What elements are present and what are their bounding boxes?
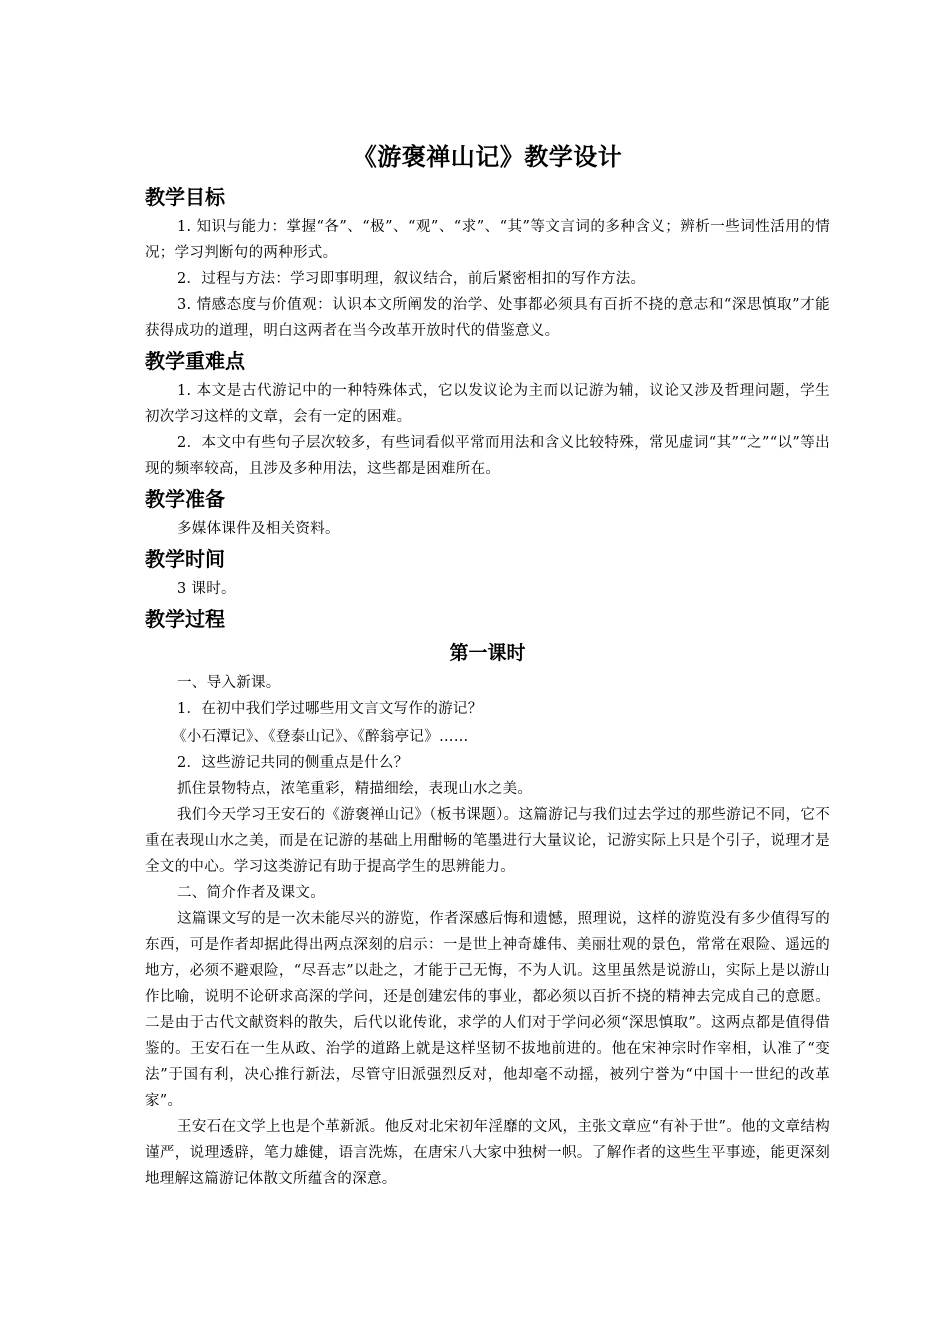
process-paragraph: 王安石在文学上也是个革新派。他反对北宋初年淫靡的文风，主张文章应“有补于世”。他的文章结构谨严，说理透辟，笔力雄健，语言洗炼，在唐宋八大家中独树一帜。了解作者的这些生平事迹，能更深刻地理解这篇游记体散文所蕴含的深意。 xyxy=(145,1119,830,1187)
preparation-text: 多媒体课件及相关资料。 xyxy=(177,521,340,537)
lesson-title: 第一课时 xyxy=(449,642,526,664)
process-paragraph: 一、导入新课。 xyxy=(177,675,281,691)
difficulty-item-2: 2．本文中有些句子层次较多，有些词看似平常而用法和含义比较特殊，常见虚词“其”“之”“以”等出现的频率较高，且涉及多种用法，这些都是困难所在。 xyxy=(145,435,830,477)
section-heading-difficulties: 教学重难点 xyxy=(145,349,245,373)
process-paragraph: 抓住景物特点，浓笔重彩，精描细绘，表现山水之美。 xyxy=(177,781,533,797)
document-page xyxy=(145,140,830,1192)
difficulty-item-1: 1. 本文是古代游记中的一种特殊体式，它以发议论为主而以记游为辅，议论又涉及哲理问题，学生初次学习这样的文章，会有一定的困难。 xyxy=(145,383,830,425)
document-title: 《游褒禅山记》教学设计 xyxy=(352,143,623,171)
process-paragraph: 1．在初中我们学过哪些用文言文写作的游记？ xyxy=(177,701,483,717)
time-text: 3 课时。 xyxy=(177,581,236,597)
process-paragraph: 《小石潭记》、《登泰山记》、《醉翁亭记》…… xyxy=(172,729,469,745)
process-paragraph: 这篇课文写的是一次未能尽兴的游览，作者深感后悔和遗憾，照理说，这样的游览没有多少值得写的东西，可是作者却据此得出两点深刻的启示：一是世上神奇雄伟、美丽壮观的景色，常常在艰险、遥远的地方，必须不避艰险，“尽吾志”以赴之，才能于己无悔，不为人讥。这里虽然是说游山，实际上是以游山作比喻，说明不论研求高深的学问，还是创建宏伟的事业，都必须以百折不挠的精神去完成自己的意愿。二是由于古代文献资料的散失，后代以讹传讹，求学的人们对于学问必须“深思慎取”。这两点都是值得借鉴的。王安石在一生从政、治学的道路上就是这样坚韧不拔地前进的。他在宋神宗时作宰相，认准了“变法”于国有利，决心推行新法，尽管守旧派强烈反对，他却毫不动摇，被列宁誉为“中国十一世纪的改革家”。 xyxy=(145,911,830,1109)
process-paragraph: 我们今天学习王安石的《游褒禅山记》（板书课题）。这篇游记与我们过去学过的那些游记不同，它不重在表现山水之美，而是在记游的基础上用酣畅的笔墨进行大量议论，记游实际上只是个引子，说理才是全文的中心。学习这类游记有助于提高学生的思辨能力。 xyxy=(145,807,830,875)
section-heading-goals: 教学目标 xyxy=(145,185,225,209)
section-heading-process: 教学过程 xyxy=(145,607,225,631)
goal-item-3: 3. 情感态度与价值观：认识本文所阐发的治学、处事都必须具有百折不挠的意志和“深思慎取”才能获得成功的道理，明白这两者在当今改革开放时代的借鉴意义。 xyxy=(145,297,830,339)
process-paragraph: 2．这些游记共同的侧重点是什么？ xyxy=(177,755,409,771)
section-heading-time: 教学时间 xyxy=(145,547,225,571)
goal-item-2: 2．过程与方法：学习即事明理，叙议结合，前后紧密相扣的写作方法。 xyxy=(177,271,646,287)
section-heading-preparation: 教学准备 xyxy=(145,487,225,511)
goal-item-1: 1. 知识与能力：掌握“各”、“极”、“观”、“求”、“其”等文言词的多种含义；辨析一些词性活用的情况；学习判断句的两种形式。 xyxy=(145,219,830,261)
process-paragraph: 二、简介作者及课文。 xyxy=(177,885,325,901)
